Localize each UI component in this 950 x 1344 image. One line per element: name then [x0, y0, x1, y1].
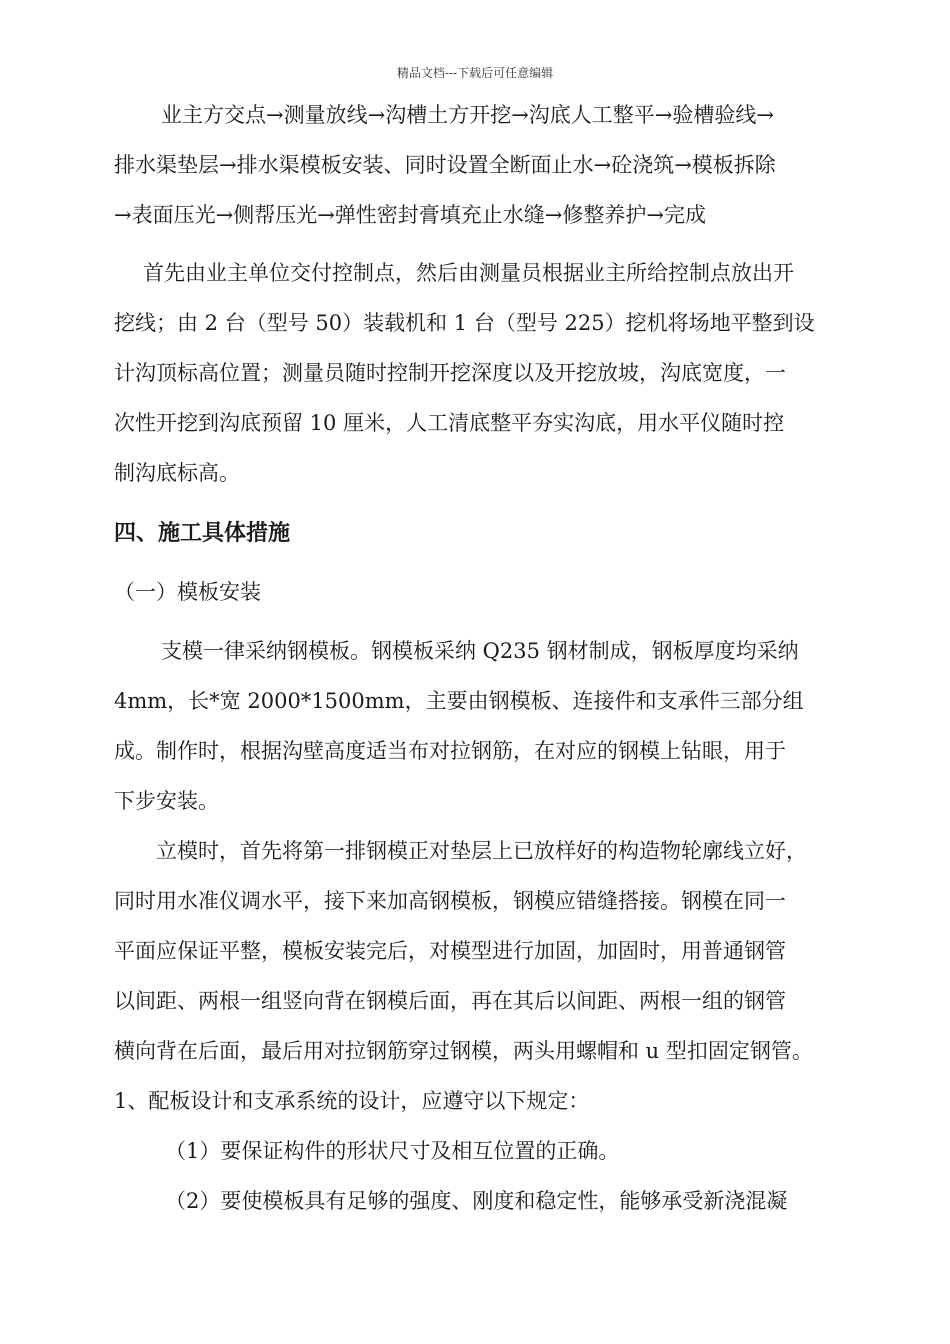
- process-line-1: 业主方交点→测量放线→沟槽土方开挖→沟底人工整平→验槽验线→: [161, 103, 774, 127]
- process-line-3: →表面压光→侧帮压光→弹性密封膏填充止水缝→修整养护→完成: [114, 203, 706, 227]
- paragraph-line: 制沟底标高。: [114, 461, 240, 485]
- list-item: （2）要使模板具有足够的强度、刚度和稳定性，能够承受新浇混凝: [165, 1189, 788, 1213]
- paragraph-line: 同时用水准仪调水平，接下来加高钢模板，钢模应错缝搭接。钢模在同一: [114, 889, 786, 913]
- paragraph-line: 支模一律采纳钢模板。钢模板采纳 Q235 钢材制成，钢板厚度均采纳: [161, 639, 799, 663]
- paragraph-line: 计沟顶标高位置；测量员随时控制开挖深度以及开挖放坡，沟底宽度，一: [114, 361, 786, 385]
- list-item: （1）要保证构件的形状尺寸及相互位置的正确。: [165, 1139, 620, 1163]
- paragraph-line: 首先由业主单位交付控制点，然后由测量员根据业主所给控制点放出开: [143, 261, 794, 285]
- paragraph-line: 以间距、两根一组竖向背在钢模后面，再在其后以间距、两根一组的钢管: [114, 989, 786, 1013]
- paragraph-line: 下步安装。: [114, 789, 219, 813]
- paragraph-line: 横向背在后面，最后用对拉钢筋穿过钢模，两头用螺帽和 u 型扣固定钢管。: [114, 1039, 813, 1063]
- section-heading: 四、施工具体措施: [114, 520, 291, 546]
- process-line-2: 排水渠垫层→排水渠模板安装、同时设置全断面止水→砼浇筑→模板拆除: [114, 153, 776, 177]
- paragraph-line: 挖线；由 2 台（型号 50）装载机和 1 台（型号 225）挖机将场地平整到设: [114, 311, 815, 335]
- subsection-heading: （一）模板安装: [114, 580, 261, 604]
- page-header: 精品文档---下载后可任意编辑: [396, 66, 554, 80]
- paragraph-line: 成。制作时，根据沟壁高度适当布对拉钢筋，在对应的钢模上钻眼，用于: [114, 739, 786, 763]
- paragraph-line: 次性开挖到沟底预留 10 厘米，人工清底整平夯实沟底，用水平仪随时控: [114, 411, 785, 435]
- paragraph-line: 4mm，长*宽 2000*1500mm，主要由钢模板、连接件和支承件三部分组: [114, 689, 804, 713]
- paragraph-line: 立模时，首先将第一排钢模正对垫层上已放样好的构造物轮廓线立好，: [156, 839, 807, 863]
- paragraph-line: 平面应保证平整，模板安装完后，对模型进行加固，加固时，用普通钢管: [114, 939, 786, 963]
- list-intro: 1、配板设计和支承系统的设计，应遵守以下规定：: [114, 1089, 590, 1113]
